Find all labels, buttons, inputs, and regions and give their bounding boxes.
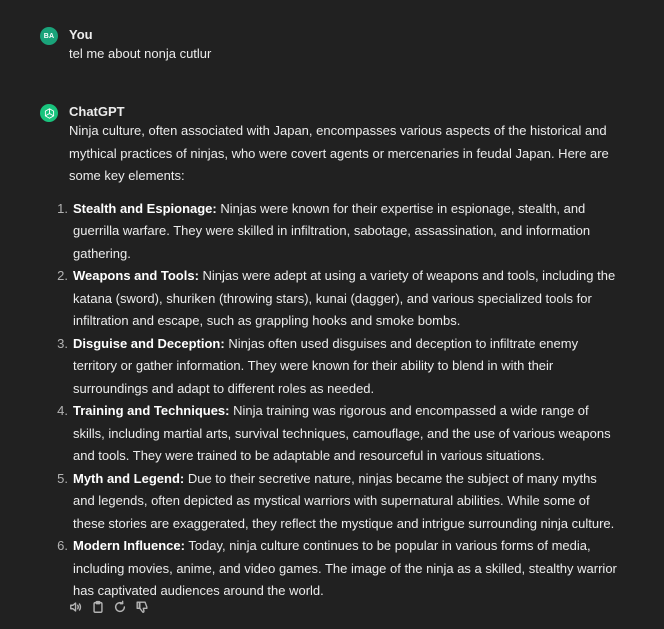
regenerate-button[interactable] xyxy=(113,600,127,614)
list-item xyxy=(57,535,621,603)
user-avatar xyxy=(40,27,58,45)
list-item xyxy=(57,198,621,266)
message-actions xyxy=(69,600,149,614)
list-item-title: Myth and Legend: xyxy=(73,470,185,486)
list-item xyxy=(57,333,621,401)
list-item-text: Ninjas were adept at using a variety of weapons and tools, including the katana (sword), shuriken (throwing stars), kunai (dagger), and various specialized tools for infiltration and escape, such as grappling hooks and smoke bombs. xyxy=(73,268,616,328)
user-message-text: tel me about nonja cutlur xyxy=(69,46,212,61)
user-avatar-initials: BA xyxy=(43,32,55,40)
user-author-name: You xyxy=(69,27,93,42)
list-item-title: Stealth and Espionage: xyxy=(73,200,217,216)
list-item-text: Ninjas often used disguises and deception to infiltrate enemy territory or gather information. They were known for their ability to blend in with their surroundings and adapt to different roles as needed. xyxy=(73,335,579,396)
list-item-text: Ninja training was rigorous and encompassed a wide range of skills, including martial arts, survival techniques, camouflage, and the use of various weapons and tools. They were trained to be adaptable and resourceful in various situations. xyxy=(73,403,611,463)
list-item-number: 4. xyxy=(57,403,68,418)
thumbs-down-button[interactable] xyxy=(135,600,149,614)
list-item-number: 5. xyxy=(57,470,68,486)
key-elements-list xyxy=(57,198,621,603)
list-item xyxy=(57,265,621,333)
clipboard-icon xyxy=(91,600,105,614)
list-item-number: 2. xyxy=(57,268,68,283)
read-aloud-button[interactable] xyxy=(69,600,83,614)
list-item-number: 3. xyxy=(57,335,68,351)
assistant-message-content xyxy=(57,120,621,603)
list-item-text: Today, ninja culture continues to be popular in various forms of media, including movies, anime, and video games. The image of the ninja as a skilled, stealthy warrior has captivated audiences around the world. xyxy=(73,538,617,598)
list-item-text: Due to their secretive nature, ninjas became the subject of many myths and legends, often depicted as mystical warriors with supernatural abilities. While some of these stories are exaggerated, they reflect the mystique and intrigue surrounding ninja culture. xyxy=(73,470,615,531)
regenerate-icon xyxy=(113,600,127,614)
list-item-title: Modern Influence: xyxy=(73,538,185,553)
thumbs-down-icon xyxy=(135,600,149,614)
list-item xyxy=(57,468,621,536)
list-item-title: Disguise and Deception: xyxy=(73,335,225,351)
list-item-text: Ninjas were known for their expertise in espionage, stealth, and guerrilla warfare. They were skilled in infiltration, sabotage, assassination, and information gathering. xyxy=(73,200,591,261)
list-item-number: 6. xyxy=(57,538,68,553)
speaker-icon xyxy=(69,600,83,614)
copy-button[interactable] xyxy=(91,600,105,614)
list-item-title: Training and Techniques: xyxy=(73,403,230,418)
chatgpt-logo-icon xyxy=(40,104,58,122)
assistant-intro-text: Ninja culture, often associated with Japan, encompasses various aspects of the historical and mythical practices of ninjas, who were covert agents or mercenaries in feudal Japan. Here are some key elements: xyxy=(69,123,609,183)
list-item-number: 1. xyxy=(57,200,68,216)
list-item xyxy=(57,400,621,468)
list-item-title: Weapons and Tools: xyxy=(73,268,199,283)
assistant-author-name: ChatGPT xyxy=(69,104,125,119)
